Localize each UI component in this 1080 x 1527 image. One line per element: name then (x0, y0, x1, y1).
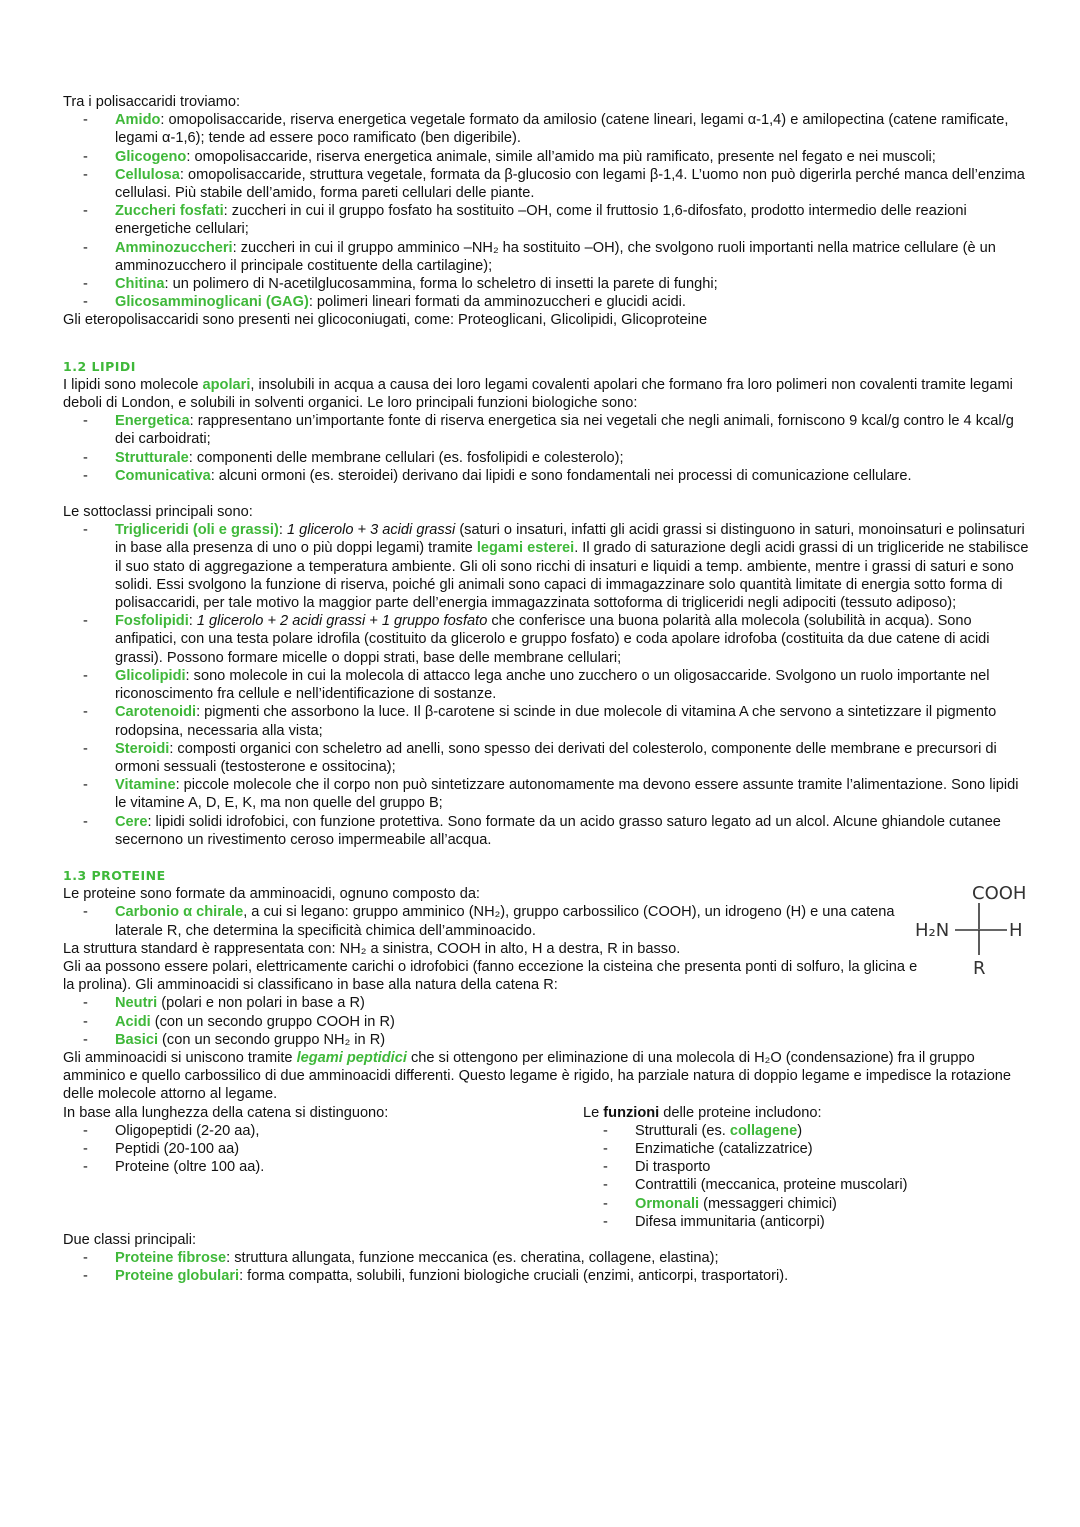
list-item: - Amminozuccheri: zuccheri in cui il gruppo amminico –NH₂ ha sostituito –OH), che svolgono ruoli importanti nella matrice cellulare (è un amminozucchero il principale costituente della cartilagine); (63, 239, 1033, 275)
lipidi-funzioni-list (63, 412, 1033, 485)
two-column-block (63, 1104, 1033, 1231)
list-item: - Fosfolipidi: 1 glicerolo + 2 acidi grassi + 1 gruppo fosfato che conferisce una buona polarità alla molecola (solubilità in acqua). Sono anfipatici, con una testa polare idrofila (costituito da glicerolo e gruppo fosfato) e coda apolare idrofoba (costituita da due catene di acidi grassi). Possono formare micelle o doppi strati, base delle membrane cellulari; (63, 612, 1033, 667)
classi-list (63, 994, 1033, 1049)
proteine-intro: Le proteine sono formate da amminoacidi, ognuno composto da: (63, 886, 480, 903)
list-item: - Vitamine: piccole molecole che il corpo non può sintetizzare autonomamente ma devono essere assunte tramite l’alimentazione. Sono lipidi le vitamine A, D, E, K, ma non quelle del gruppo B; (63, 776, 1033, 812)
carbonio-list (63, 903, 923, 939)
list-item: - Glicogeno: omopolisaccaride, riserva energetica animale, simile all’amido ma più ramificato, presente nel fegato e nei muscoli; (63, 148, 1033, 166)
list-item: - Glicosamminoglicani (GAG): polimeri lineari formati da amminozuccheri e glucidi acidi. (63, 293, 1033, 311)
proteine-top-block (63, 885, 1033, 994)
funzioni-list (583, 1122, 1033, 1231)
list-item: - Ormonali (messaggeri chimici) (583, 1195, 1033, 1213)
list-item: - Di trasporto (583, 1158, 1033, 1176)
list-item: - Strutturali (es. collagene) (583, 1122, 1033, 1140)
list-item: - Energetica: rappresentano un’importante fonte di riserva energetica sia nei vegetali che negli animali, forniscono 9 kcal/g contro le 4 kcal/g dei carboidrati; (63, 412, 1033, 448)
funzioni-column (583, 1104, 1033, 1231)
polisaccaridi-outro: Gli eteropolisaccaridi sono presenti nei glicoconiugati, come: Proteoglicani, Glicolipidi, Glicoproteine (63, 312, 708, 329)
h2n-label: H₂N (915, 920, 950, 942)
polisaccaridi-intro: Tra i polisaccaridi troviamo: (63, 94, 241, 110)
list-item: - Oligopeptidi (2-20 aa), (63, 1122, 583, 1140)
list-item: - Peptidi (20-100 aa) (63, 1140, 583, 1158)
section-heading-proteine: 1.3 PROTEINE (63, 867, 166, 883)
list-item: - Carotenoidi: pigmenti che assorbono la luce. Il β-carotene si scinde in due molecole di vitamina A che servono a sintetizzare il pigmento rodopsina, necessaria alla vista; (63, 703, 1033, 739)
list-item: - Zuccheri fosfati: zuccheri in cui il gruppo fosfato ha sostituito –OH, come il fruttosio 1,6-difosfato, prodotto intermedio delle reazioni energetiche cellulari; (63, 202, 1033, 238)
polisaccaridi-list (63, 111, 1033, 311)
lunghezza-column (63, 1104, 583, 1231)
list-item: - Proteine (oltre 100 aa). (63, 1158, 583, 1176)
list-item: - Cere: lipidi solidi idrofobici, con funzione protettiva. Sono formate da un acido grasso saturo legato ad un alcol. Alcune ghiandole cutanee secernono un rivestimento ceroso impermeabile all’acqua. (63, 813, 1033, 849)
polarita-text: Gli aa possono essere polari, elettricamente carichi o idrofobici (fanno eccezione la cisteina che presenta ponti di solfuro, la glicina e la prolina). Gli amminoacidi si classificano in base alla natura della catena R: (63, 958, 918, 994)
list-item: - Trigliceridi (oli e grassi): 1 glicerolo + 3 acidi grassi (saturi o insaturi, infatti gli acidi grassi si distinguono in saturi, monoinsaturi e polinsaturi in base alla presenza di uno o più doppi legami) tramite legami esterei. Il grado di saturazione degli acidi grassi di un trigliceride ne stabilisce il suo stato di aggregazione a temperatura ambiente. Gli oli sono ricchi di insaturi e liquidi a temp. ambiente, mentre i grassi di saturi e sono solidi. Essi svolgono la funzione di riserva, poiché gli animali sono capaci di immagazzinare solo quantità limitate di energia sotto forma di polisaccaridi, per tale motivo la maggior parte dell’energia immagazzinata sottoforma di trigliceridi negli adipociti (tessuto adiposo); (63, 521, 1033, 612)
r-label: R (973, 958, 986, 980)
section-heading-lipidi: 1.2 LIPIDI (63, 358, 136, 374)
h-label: H (1009, 920, 1023, 942)
list-item: - Carbonio α chirale, a cui si legano: gruppo amminico (NH₂), gruppo carbossilico (COOH), un idrogeno (H) e una catena laterale R, che determina la specificità chimica dell’amminoacido. (63, 903, 923, 939)
classi-principali-intro: Due classi principali: (63, 1231, 197, 1248)
list-item: - Basici (con un secondo gruppo NH₂ in R) (63, 1031, 1033, 1049)
proteine-text-block (63, 885, 923, 994)
lunghezza-list (63, 1122, 583, 1177)
list-item: - Contrattili (meccanica, proteine muscolari) (583, 1176, 1033, 1194)
document-page (63, 93, 1033, 1286)
list-item: - Chitina: un polimero di N-acetilglucosammina, forma lo scheletro di insetti la parete di funghi; (63, 275, 1033, 293)
list-item: - Proteine globulari: forma compatta, solubili, funzioni biologiche cruciali (enzimi, anticorpi, trasportatori). (63, 1267, 1033, 1285)
classi-principali-list (63, 1249, 1033, 1285)
funzioni-intro: Le funzioni delle proteine includono: (583, 1104, 822, 1121)
peptidici-text: Gli amminoacidi si uniscono tramite legami peptidici che si ottengono per eliminazione di una molecola di H₂O (condensazione) fra il gruppo amminico e quello carbossilico di due amminoacidi differenti. Questo legame è rigido, ha parziale natura di doppio legame e impedisce la rotazione delle molecole attorno al legame. (63, 1049, 1012, 1103)
sottoclassi-intro: Le sottoclassi principali sono: (63, 504, 253, 521)
list-item: - Cellulosa: omopolisaccaride, struttura vegetale, formata da β-glucosio con legami β-1,4. L’uomo non può digerirla perché manca dell’enzima cellulasi. Più stabile dell’amido, forma pareti cellulari delle piante. (63, 166, 1033, 202)
list-item: - Steroidi: composti organici con scheletro ad anelli, sono spesso dei derivati del colesterolo, componente delle membrane e precursori di ormoni sessuali (testosterone e ossitocina); (63, 740, 1033, 776)
list-item: - Amido: omopolisaccaride, riserva energetica vegetale formato da amilosio (catene lineari, legami α-1,4) e amilopectina (catene ramificate, legami α-1,6); tende ad essere poco ramificato (ben digeribile). (63, 111, 1033, 147)
lipidi-sottoclassi-list (63, 521, 1033, 849)
list-item: - Strutturale: componenti delle membrane cellulari (es. fosfolipidi e colesterolo); (63, 449, 1033, 467)
list-item: - Enzimatiche (catalizzatrice) (583, 1140, 1033, 1158)
amino-acid-structure-diagram (915, 879, 1035, 979)
lipidi-intro: I lipidi sono molecole apolari, insolubili in acqua a causa dei loro legami covalenti apolari che formano fra loro polimeri non covalenti tramite legami deboli di London, e solubili in solventi organici. Le loro principali funzioni biologiche sono: (63, 376, 1013, 412)
list-item: - Proteine fibrose: struttura allungata, funzione meccanica (es. cheratina, collagene, elastina); (63, 1249, 1033, 1267)
lunghezza-intro: In base alla lunghezza della catena si distinguono: (63, 1104, 389, 1121)
cooh-label: COOH (972, 883, 1027, 905)
list-item: - Comunicativa: alcuni ormoni (es. steroidei) derivano dai lipidi e sono fondamentali nei processi di comunicazione cellulare. (63, 467, 1033, 485)
list-item: - Glicolipidi: sono molecole in cui la molecola di attacco lega anche uno zucchero o un oligosaccaride. Svolgono un ruolo importante nel riconoscimento fra cellule e nell’identificazione di sostanze. (63, 667, 1033, 703)
list-item: - Neutri (polari e non polari in base a R) (63, 994, 1033, 1012)
list-item: - Acidi (con un secondo gruppo COOH in R) (63, 1013, 1033, 1031)
list-item: - Difesa immunitaria (anticorpi) (583, 1213, 1033, 1231)
struttura-text: La struttura standard è rappresentata con: NH₂ a sinistra, COOH in alto, H a destra, R in basso. (63, 940, 681, 957)
